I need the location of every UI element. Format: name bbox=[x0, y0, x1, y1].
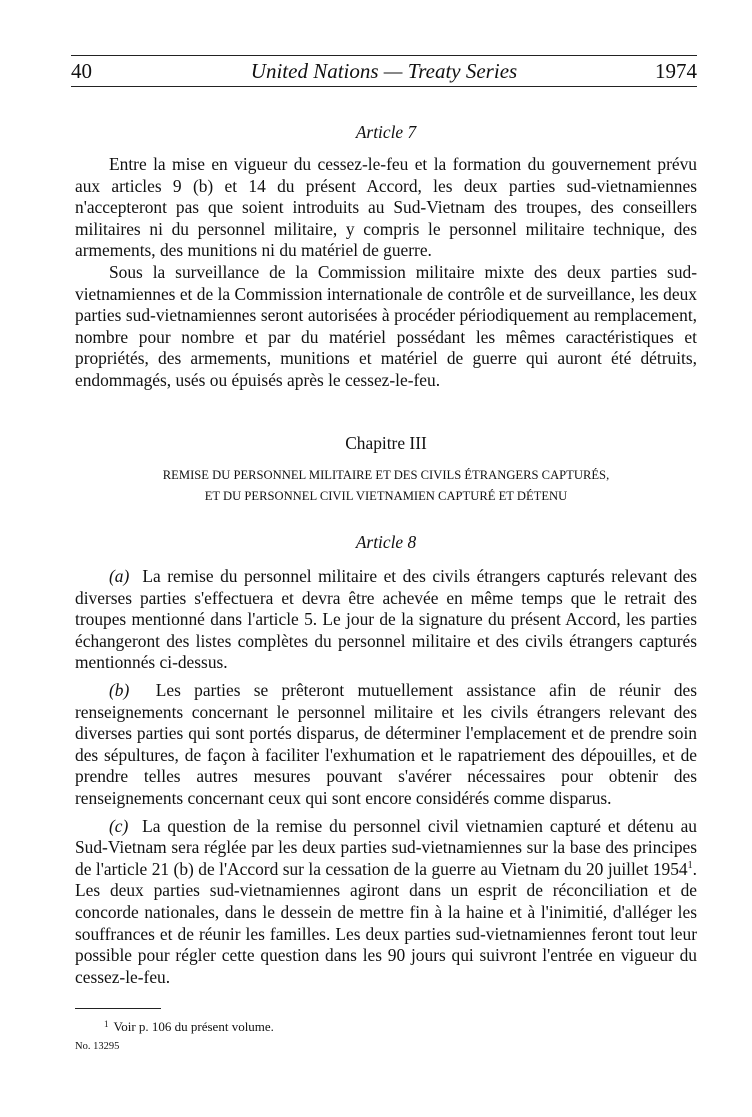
running-header bbox=[71, 55, 697, 87]
article-8-paragraph-c bbox=[75, 816, 697, 989]
article-8-body bbox=[75, 566, 697, 988]
article-8-paragraph-a bbox=[75, 566, 697, 674]
footnote-divider bbox=[75, 1008, 161, 1009]
article-8-title: Article 8 bbox=[355, 532, 417, 552]
article-8-paragraph-b bbox=[75, 680, 697, 810]
paragraph-c-text-2: . Les deux parties sud-vietnamiennes agiront dans un esprit de réconciliation et de concorde nationales, dans le dessein de mettre fin à la haine et à l'inimitié, d'alléger les souffrances et de réunir les familles. Les deux parties sud-vietnamiennes feront tout leur possible pour régler cette question dans les 90 jours qui suivront l'entrée en vigueur du cessez-le-feu. bbox=[75, 858, 697, 987]
series-title: United Nations — Treaty Series bbox=[250, 59, 518, 83]
chapter-title: Chapitre III bbox=[345, 433, 427, 453]
article-7-title: Article 7 bbox=[355, 122, 417, 142]
article-7-paragraph-2: Sous la surveillance de la Commission militaire mixte des deux parties sud-vietnamiennes et de la Commission internationale de contrôle et de surveillance, les deux parties sud-vietnamiennes seront autorisées à procéder périodiquement au remplacement, nombre pour nombre et par du matériel possédant les mêmes caractéristiques et propriétés, des armements, munitions et matériel de guerre qui auront été détruits, endommagés, usés ou épuisés après le cessez-le-feu. bbox=[75, 261, 697, 390]
article-7-paragraph-1: Entre la mise en vigueur du cessez-le-feu et la formation du gouvernement prévu aux articles 9 (b) et 14 du présent Accord, les deux parties sud-vietnamiennes n'accepteront pas que soient introduits au Sud-Vietnam des troupes, des conseillers militaires ni du personnel militaire, y compris le personnel militaire technique, des armements, des munitions ni du matériel de guerre. bbox=[75, 154, 697, 261]
paragraph-c-label: (c) bbox=[109, 815, 129, 836]
paragraph-c-text-1: La question de la remise du personnel civil vietnamien capturé et détenu au Sud-Vietnam sera réglée par les deux parties sud-vietnamiennes sur la base des principes de l'article 21 (b) de l'Accord sur la cessation de la guerre au Vietnam du 20 juillet 1954 bbox=[75, 815, 697, 879]
chapter-subtitle bbox=[75, 465, 697, 507]
header-year: 1974 bbox=[655, 59, 697, 83]
footnote-text: Voir p. 106 du présent volume. bbox=[113, 1019, 274, 1034]
paragraph-b-text: Les parties se prêteront mutuellement assistance afin de réunir des renseignements concernant le personnel militaire et les civils étrangers relevant des diverses parties qui sont portés disparus, de déterminer l'emplacement et de prendre soin des sépultures, de façon à faciliter l'exhumation et le rapatriement des dépouilles, et de prendre telles autres mesures pouvant s'avérer nécessaires pour obtenir des renseignements concernant ceux qui sont encore considérés comme disparus. bbox=[75, 679, 698, 808]
chapter-subtitle-line-2: ET DU PERSONNEL CIVIL VIETNAMIEN CAPTURÉ ET DÉTENU bbox=[204, 489, 568, 503]
footnote bbox=[104, 1016, 274, 1035]
treaty-number: No. 13295 bbox=[75, 1041, 120, 1052]
footnote-marker: 1 bbox=[104, 1019, 109, 1029]
article-7-body bbox=[75, 154, 697, 392]
chapter-subtitle-line-1: REMISE DU PERSONNEL MILITAIRE ET DES CIVILS ÉTRANGERS CAPTURÉS, bbox=[162, 468, 610, 482]
paragraph-a-text: La remise du personnel militaire et des civils étrangers capturés relevant des diverses parties s'effectuera et devra être achevée en même temps que le retrait des troupes mentionné dans l'article 5. Le jour de la signature du présent Accord, les parties échangeront des listes complètes du personnel militaire et des civils étrangers capturés mentionnés ci-dessus. bbox=[75, 566, 697, 673]
footnote-reference: 1 bbox=[687, 859, 693, 871]
paragraph-b-label: (b) bbox=[109, 679, 130, 700]
page-number: 40 bbox=[71, 59, 92, 83]
paragraph-a-label: (a) bbox=[109, 566, 130, 586]
